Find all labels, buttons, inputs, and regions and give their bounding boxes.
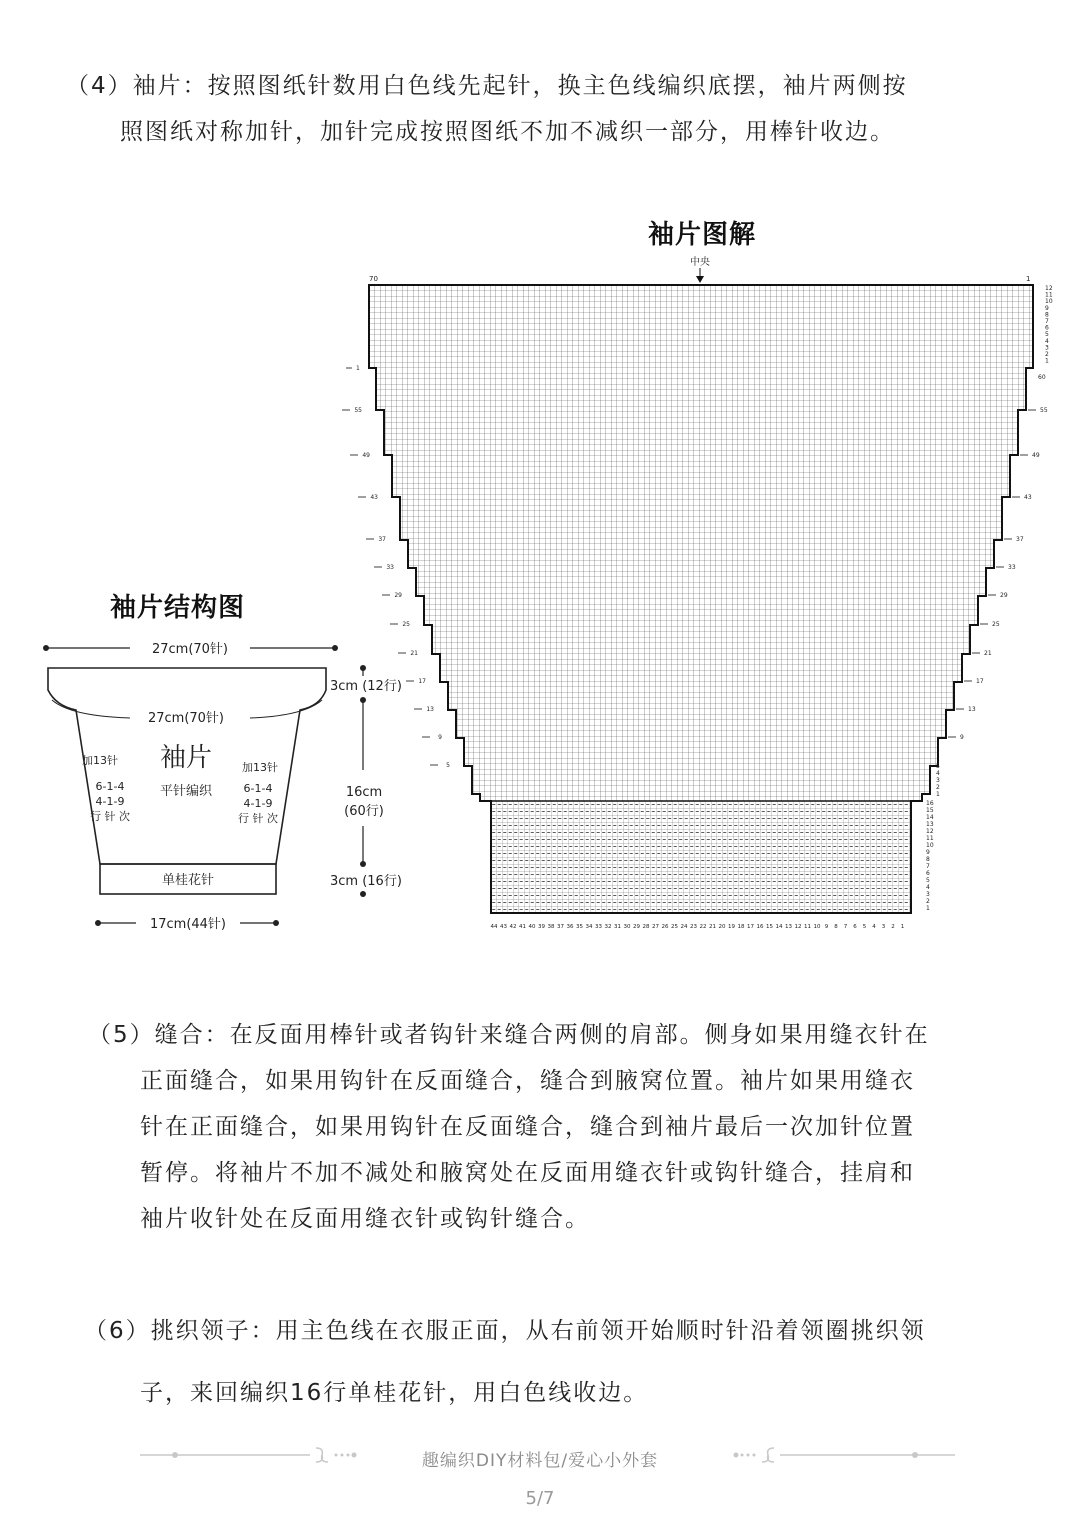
column-number: 4: [872, 924, 876, 930]
cuff-row-number: 8: [926, 856, 930, 863]
column-number: 38: [547, 924, 555, 930]
step-label-left: 49: [362, 452, 370, 459]
row-number: 4: [936, 770, 940, 777]
column-number: 2: [891, 924, 895, 930]
column-number: 6: [853, 924, 857, 930]
para6-line2: 子，来回编织16行单桂花针，用白色线收边。: [140, 1380, 649, 1406]
column-number: 14: [775, 924, 783, 930]
inner-width-label: 27cm(70针): [147, 711, 225, 726]
step-label-left: 55: [354, 407, 362, 414]
step-label-left: 43: [370, 494, 378, 501]
column-number: 20: [718, 924, 726, 930]
cuff-row-number: 10: [926, 842, 934, 849]
para4-line1: （4）袖片：按照图纸针数用白色线先起针，换主色线编织底摆，袖片两侧按: [66, 73, 908, 99]
column-number: 22: [699, 924, 707, 930]
left-inc-line3: 行 针 次: [90, 810, 130, 823]
para5-line3: 针在正面缝合，如果用钩针在反面缝合，缝合到袖片最后一次加针位置: [140, 1114, 915, 1140]
top-width-label: 27cm(70针): [151, 642, 229, 657]
left-inc-line1: 6-1-4: [95, 780, 125, 793]
column-number: 27: [652, 924, 659, 930]
row-number: 3: [1045, 344, 1049, 352]
row-number: 1: [1045, 357, 1049, 365]
column-number: 34: [585, 924, 593, 930]
chart-title: 袖片图解: [648, 220, 757, 250]
center-label: 中央: [690, 257, 710, 268]
step-label-right: 43: [1024, 494, 1032, 501]
footer-title: 趣编织DIY材料包/爱心小外套: [421, 1451, 659, 1471]
step-label-left: 37: [378, 536, 386, 543]
cuff-row-number: 9: [926, 849, 930, 856]
top-left-num: 70: [369, 275, 378, 283]
column-number: 19: [728, 924, 735, 930]
para5-line2: 正面缝合，如果用钩针在反面缝合，缝合到腋窝位置。袖片如果用缝衣: [140, 1068, 915, 1094]
column-number: 13: [785, 924, 792, 930]
cuff-grid: [491, 801, 911, 913]
column-number: 3: [881, 924, 886, 930]
column-number: 10: [813, 924, 821, 930]
bottom-width-label: 17cm(44针): [149, 917, 227, 932]
right-inc-line2: 4-1-9: [243, 797, 273, 810]
row-number: 1: [936, 791, 940, 798]
row-number: 2: [936, 784, 940, 791]
row-number: 2: [1045, 351, 1049, 358]
paragraph-5: [88, 1012, 930, 1242]
cuff-row-number: 6: [926, 870, 930, 877]
column-number: 24: [680, 924, 688, 930]
column-number: 15: [766, 924, 773, 930]
row-number: 7: [1045, 318, 1049, 325]
step-label-right: 21: [984, 650, 992, 657]
column-number: 25: [671, 924, 678, 930]
column-number: 8: [834, 924, 838, 930]
height-top-label: 3cm (12行): [330, 679, 402, 694]
column-number: 29: [633, 924, 640, 930]
right-inc-line3: 行 针 次: [238, 812, 278, 825]
cuff-row-number: 12: [926, 828, 934, 835]
height-mid-rows: (60行): [344, 804, 384, 819]
step-label-left: 33: [386, 564, 394, 571]
cuff-row-number: 1: [926, 905, 930, 912]
step-label-left: 29: [394, 592, 402, 599]
cuff-row-number: 11: [926, 835, 934, 842]
sleeve-structure-diagram: [30, 630, 430, 940]
row-number: 1: [356, 365, 360, 372]
para5-line5: 袖片收针处在反面用缝衣针或钩针缝合。: [140, 1206, 590, 1232]
row-number: 11: [1045, 291, 1053, 299]
column-number: 39: [538, 924, 545, 930]
cuff-row-number: 15: [926, 807, 934, 814]
column-number: 31: [614, 924, 621, 930]
step-label-right: 49: [1032, 452, 1040, 459]
column-number: 41: [519, 924, 526, 930]
column-number: 43: [500, 924, 507, 930]
cuff-label: 单桂花针: [161, 873, 215, 888]
row-number: 9: [1045, 304, 1049, 312]
column-number: 37: [557, 924, 564, 930]
para5-line4: 暂停。将袖片不加不减处和腋窝处在反面用缝衣针或钩针缝合，挂肩和: [140, 1160, 915, 1186]
step-label-left: 25: [402, 621, 410, 628]
step-label-right: 9: [960, 734, 964, 741]
column-number: 11: [804, 924, 811, 930]
row-number: 5: [1045, 331, 1049, 339]
row-number: 8: [1045, 311, 1049, 319]
row-number: 10: [1045, 298, 1053, 306]
top-right-num: 1: [1026, 275, 1031, 283]
step-label-left: 17: [418, 678, 426, 685]
step-label-left: 13: [426, 706, 434, 713]
row-number: 3: [936, 777, 940, 784]
column-number: 35: [576, 924, 583, 930]
left-increase: 加13针: [82, 754, 118, 767]
column-number: 5: [862, 924, 867, 930]
column-number: 1: [900, 924, 905, 930]
step-label-right: 13: [968, 706, 976, 713]
step-label-right: 37: [1016, 536, 1024, 543]
left-inc-line2: 4-1-9: [95, 795, 125, 808]
para6-line1: （6）挑织领子：用主色线在衣服正面，从右前领开始顺时针沿着领圈挑织领: [84, 1318, 926, 1344]
step-label-right: 29: [1000, 592, 1008, 599]
cuff-row-number: 3: [926, 891, 930, 898]
column-number: 44: [490, 924, 498, 930]
step-label-right: 17: [976, 678, 984, 685]
column-number: 9: [824, 924, 829, 930]
cuff-row-number: 14: [926, 814, 934, 821]
row-number: 5: [936, 763, 940, 770]
column-number: 36: [566, 924, 574, 930]
column-number: 28: [642, 924, 650, 930]
right-increase: 加13针: [242, 761, 278, 774]
step-label-right: 33: [1008, 564, 1016, 571]
row-number: 6: [1045, 324, 1049, 332]
center-arrow-head: [696, 276, 704, 283]
cuff-row-number: 7: [926, 863, 930, 870]
column-number: 16: [756, 924, 764, 930]
step-label-right: 25: [992, 621, 1000, 628]
row-number: 60: [1038, 374, 1046, 381]
cuff-row-number: 5: [926, 877, 930, 884]
column-number: 33: [595, 924, 602, 930]
column-number: 23: [690, 924, 697, 930]
height-bottom-label: 3cm (16行): [330, 874, 402, 889]
page-number: 5/7: [525, 1488, 555, 1509]
column-number: 21: [709, 924, 716, 930]
column-number: 17: [747, 924, 754, 930]
right-inc-line1: 6-1-4: [243, 782, 273, 795]
step-label-left: 9: [438, 734, 442, 741]
paragraph-6: [84, 1300, 926, 1424]
column-number: 40: [528, 924, 536, 930]
sleeve-name: 袖片: [159, 743, 213, 773]
row-number: 4: [1045, 337, 1049, 345]
step-label-left: 5: [446, 762, 450, 769]
stitch-type: 平针编织: [159, 784, 213, 799]
column-number: 42: [509, 924, 517, 930]
column-number: 32: [604, 924, 612, 930]
column-number: 18: [737, 924, 745, 930]
column-number: 30: [623, 924, 631, 930]
cuff-row-number: 16: [926, 800, 934, 807]
step-label-left: 21: [410, 650, 418, 657]
column-number: 7: [843, 924, 848, 930]
step-label-right: 55: [1040, 407, 1048, 414]
column-number: 12: [794, 924, 802, 930]
cuff-row-number: 2: [926, 898, 930, 905]
row-number: 12: [1045, 285, 1053, 292]
cuff-row-number: 13: [926, 821, 934, 828]
structure-title: 袖片结构图: [110, 593, 246, 623]
column-number: 26: [661, 924, 669, 930]
cuff-row-number: 4: [926, 884, 930, 891]
para4-line2: 照图纸对称加针，加针完成按照图纸不加不减织一部分，用棒针收边。: [120, 119, 895, 145]
para5-line1: （5）缝合：在反面用棒针或者钩针来缝合两侧的肩部。侧身如果用缝衣针在: [88, 1022, 930, 1048]
height-mid-label: 16cm: [345, 785, 383, 800]
dim-dot: [332, 645, 338, 651]
